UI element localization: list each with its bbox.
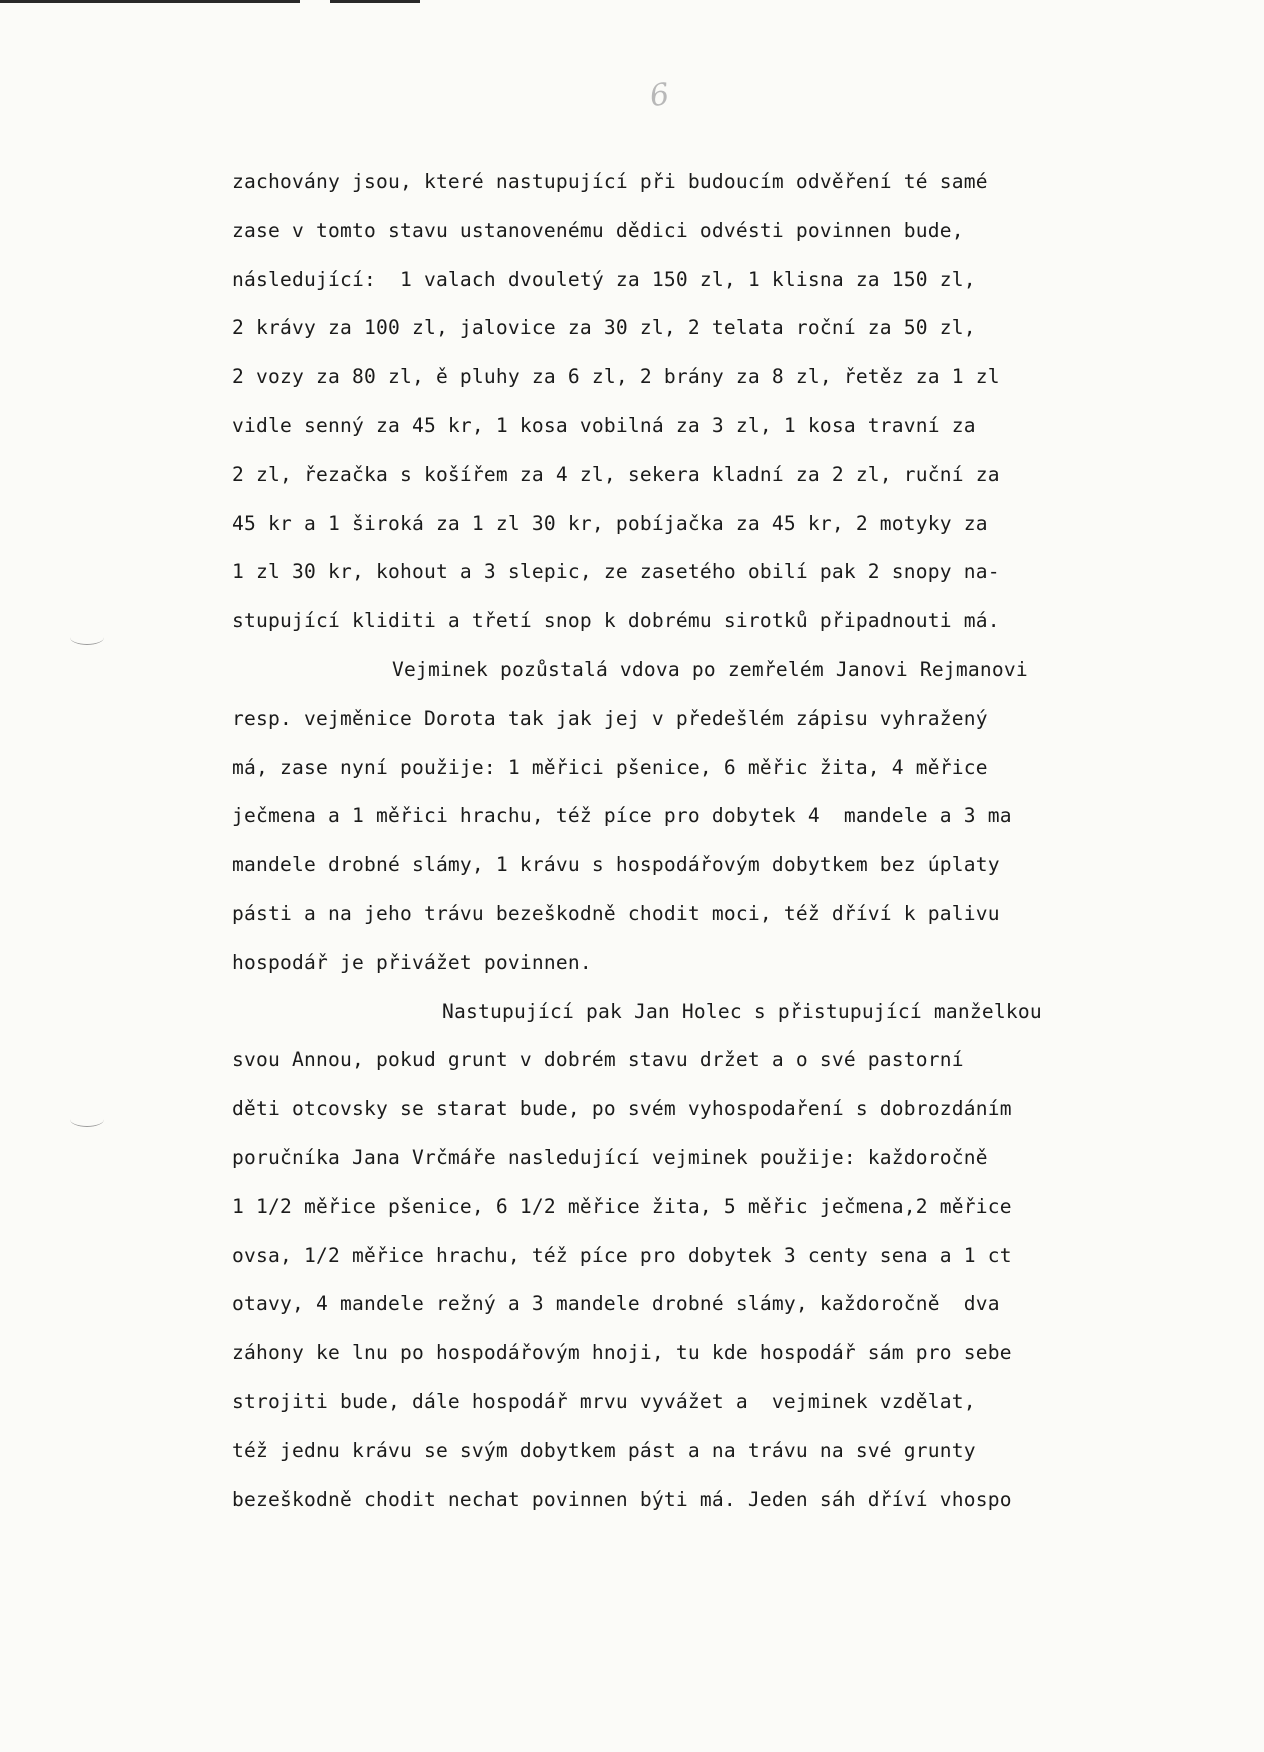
- paragraph-start-line: Nastupující pak Jan Holec s přistupující manželkou: [442, 999, 1042, 1023]
- text-line: bezeškodně chodit nechat povinnen býti má. Jeden sáh dříví vhospo: [232, 1487, 1012, 1511]
- text-line: stupující kliditi a třetí snop k dobrému sirotků připadnouti má.: [232, 609, 1000, 633]
- text-line: ovsa, 1/2 měřice hrachu, též píce pro dobytek 3 centy sena a 1 ct: [232, 1243, 1012, 1267]
- text-line: záhony ke lnu po hospodářovým hnoji, tu kde hospodář sám pro sebe: [232, 1341, 1012, 1365]
- text-line: zachovány jsou, které nastupující při budoucím odvěření té samé: [232, 170, 988, 193]
- text-line: strojiti bude, dále hospodář mrvu vyvážet a vejminek vzdělat,: [232, 1389, 976, 1413]
- text-line: ječmena a 1 měřici hrachu, též píce pro dobytek 4 mandele a 3 ma: [232, 804, 1012, 828]
- text-line: poručníka Jana Vrčmáře nasledující vejminek použije: každoročně: [232, 1145, 988, 1169]
- text-line: svou Annou, pokud grunt v dobrém stavu držet a o své pastorní: [232, 1048, 964, 1072]
- text-line: zase v tomto stavu ustanovenému dědici odvésti povinnen bude,: [232, 218, 964, 242]
- text-line: mandele drobné slámy, 1 krávu s hospodářovým dobytkem bez úplaty: [232, 853, 1000, 877]
- scan-edge-mark: [0, 0, 300, 3]
- text-line: resp. vejměnice Dorota tak jak jej v předešlém zápisu vyhražený: [232, 706, 988, 730]
- page-number: 6: [647, 76, 672, 115]
- punch-hole-mark: [70, 1112, 104, 1127]
- text-line: hospodář je přivážet povinnen.: [232, 950, 592, 974]
- typewritten-text: [232, 158, 1222, 1524]
- text-line: 2 vozy za 80 zl, ě pluhy za 6 zl, 2 brány za 8 zl, řetěz za 1 zl: [232, 365, 1000, 389]
- text-line: otavy, 4 mandele režný a 3 mandele drobné slámy, každoročně dva: [232, 1292, 1000, 1316]
- text-line: 1 1/2 měřice pšenice, 6 1/2 měřice žita, 5 měřic ječmena,2 měřice: [232, 1194, 1012, 1218]
- punch-hole-mark: [70, 630, 104, 645]
- text-line: 45 kr a 1 široká za 1 zl 30 kr, pobíjačka za 45 kr, 2 motyky za: [232, 511, 988, 535]
- text-line: má, zase nyní použije: 1 měřici pšenice, 6 měřic žita, 4 měřice: [232, 755, 988, 779]
- text-line: též jednu krávu se svým dobytkem pást a na trávu na své grunty: [232, 1438, 976, 1462]
- text-line: 2 krávy za 100 zl, jalovice za 30 zl, 2 telata roční za 50 zl,: [232, 316, 976, 340]
- paragraph-start-line: Vejminek pozůstalá vdova po zemřelém Janovi Rejmanovi: [392, 657, 1028, 681]
- text-line: 2 zl, řezačka s košířem za 4 zl, sekera kladní za 2 zl, ruční za: [232, 462, 1000, 486]
- text-line: pásti a na jeho trávu bezeškodně chodit moci, též dříví k palivu: [232, 901, 1000, 925]
- text-line: vidle senný za 45 kr, 1 kosa vobilná za 3 zl, 1 kosa travní za: [232, 413, 976, 437]
- scan-edge-mark: [330, 0, 420, 3]
- text-line: 1 zl 30 kr, kohout a 3 slepic, ze zasetého obilí pak 2 snopy na-: [232, 560, 1000, 584]
- text-line: následující: 1 valach dvouletý za 150 zl, 1 klisna za 150 zl,: [232, 267, 976, 291]
- text-line: děti otcovsky se starat bude, po svém vyhospodaření s dobrozdáním: [232, 1097, 1012, 1121]
